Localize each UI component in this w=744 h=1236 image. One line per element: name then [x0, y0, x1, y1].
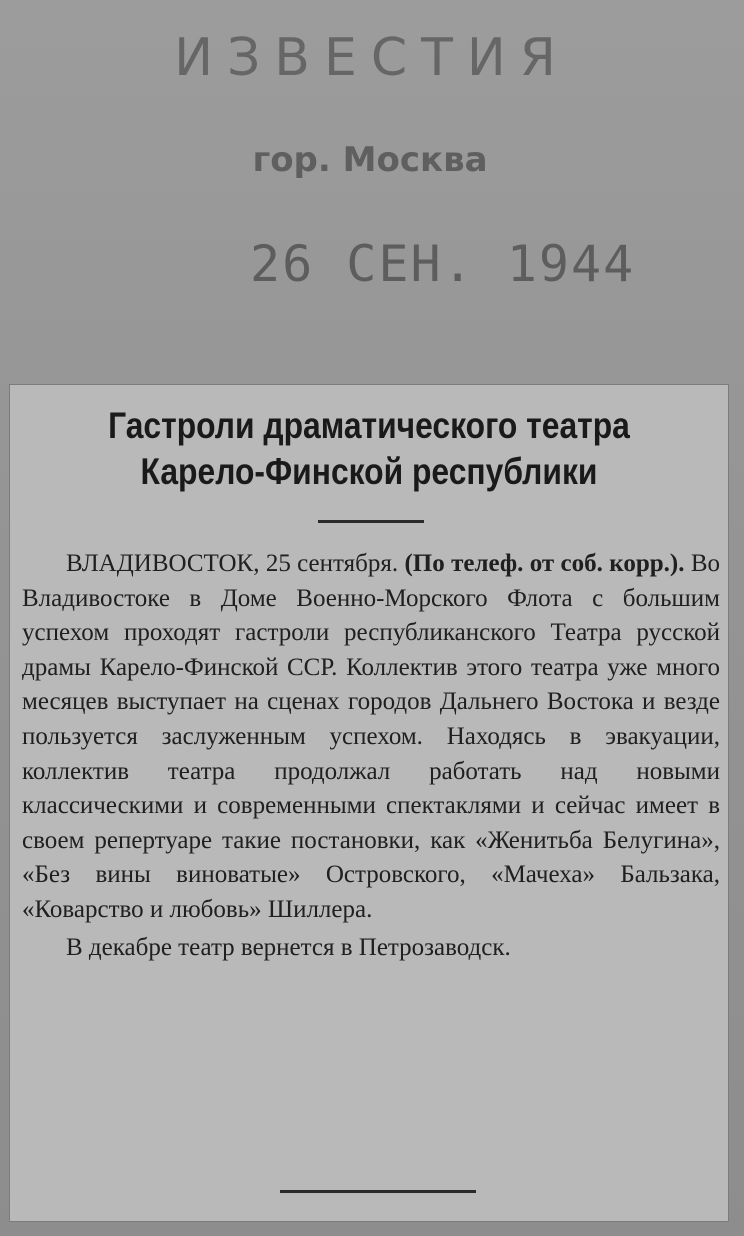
end-divider [280, 1190, 476, 1193]
headline-line-2: Карело-Финской республики [140, 451, 598, 492]
headline-divider [318, 520, 424, 523]
article-source: (По телеф. от соб. корр.). [404, 550, 685, 577]
stamp-newspaper-name: ИЗВЕСТИЯ [174, 28, 570, 88]
article-dateline: ВЛАДИВОСТОК, 25 сентября. [66, 550, 399, 577]
newspaper-clipping [10, 385, 728, 1221]
article-headline [60, 403, 677, 495]
stamp-date: 26 СЕН. 1944 [250, 235, 636, 293]
article-paragraph-2: В декабре театр вернется в Петрозаводск. [66, 933, 511, 961]
stamp-city: гор. Москва [252, 140, 488, 180]
headline-line-1: Гастроли драматического театра [108, 405, 630, 446]
article-paragraph-1 [22, 547, 720, 928]
newspaper-stamp [0, 0, 744, 380]
article-body [22, 547, 720, 965]
article-text: Во Владивостоке в Доме Военно-Морского Флота с большим успехом проходят гастроли республиканского Театра русской драмы Карело-Финской ССР. Коллектив этого театра уже много месяцев выступает на сценах городов Дальнего Востока и везде пользуется заслуженным успехом. Находясь в эвакуации, коллектив театра продолжал работать над новыми классическими и современными спектаклями и сейчас имеет в своем репертуаре такие постановки, как «Женитьба Белугина», «Без вины виноватые» Островского, «Мачеха» Бальзака, «Коварство и любовь» Шиллера. [22, 550, 720, 923]
